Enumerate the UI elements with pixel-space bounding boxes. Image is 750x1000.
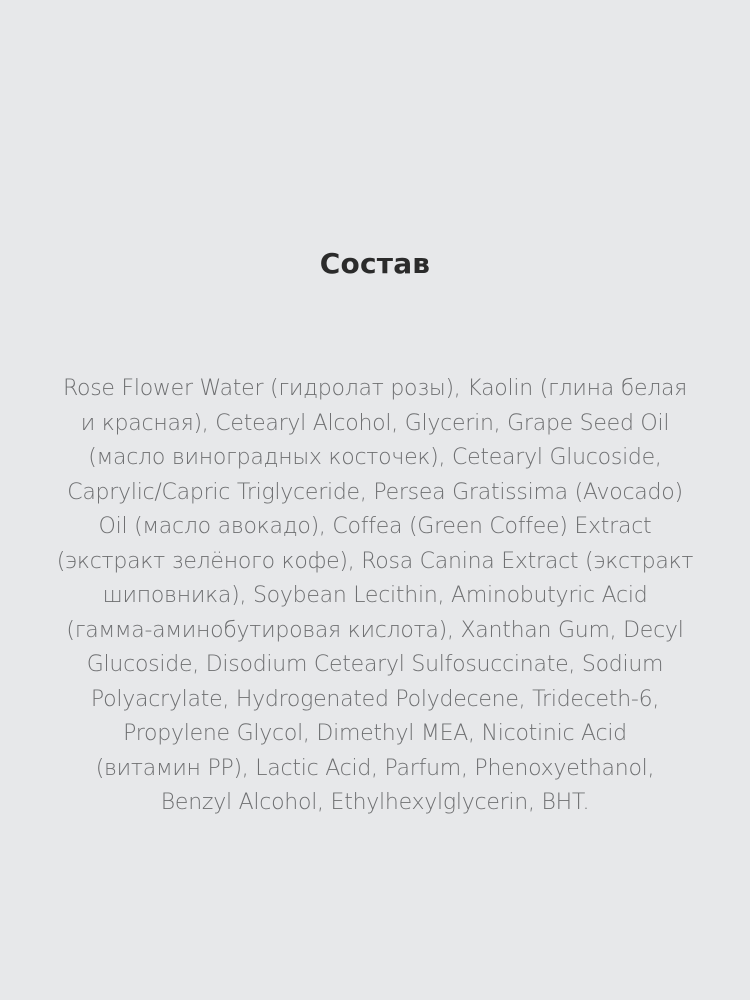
ingredients-line: Propylene Glycol, Dimethyl MEA, Nicotinic Acid xyxy=(123,721,627,746)
ingredients-line: Caprylic/Capric Triglyceride, Persea Gratissima (Avocado) xyxy=(67,479,683,505)
ingredients-line: Oil (масло авокадо), Coffea (Green Coffee) Extract xyxy=(98,514,652,539)
ingredients-line: шиповника), Soybean Lecithin, Aminobutyric Acid xyxy=(102,583,648,608)
ingredients-list xyxy=(30,372,720,821)
ingredients-line: (масло виноградных косточек), Cetearyl Glucoside, xyxy=(88,445,662,470)
ingredients-line: Polyacrylate, Hydrogenated Polydecene, Trideceth-6, xyxy=(90,686,660,712)
ingredients-line: и красная), Cetearyl Alcohol, Glycerin, Grape Seed Oil xyxy=(80,410,670,436)
ingredients-line: (гамма-аминобутировая кислота), Xanthan Gum, Decyl xyxy=(66,617,684,643)
ingredients-line: Glucoside, Disodium Cetearyl Sulfosuccinate, Sodium xyxy=(86,652,664,677)
ingredients-line: Rose Flower Water (гидролат розы), Kaolin (глина белая xyxy=(62,376,688,401)
ingredients-line: (экстракт зелёного кофе), Rosa Canina Extract (экстракт xyxy=(56,548,694,574)
section-title: Состав xyxy=(319,247,431,280)
ingredients-line: (витамин PP), Lactic Acid, Parfum, Phenoxyethanol, xyxy=(95,755,655,781)
ingredients-line: Benzyl Alcohol, Ethylhexylglycerin, BHT. xyxy=(160,790,590,815)
